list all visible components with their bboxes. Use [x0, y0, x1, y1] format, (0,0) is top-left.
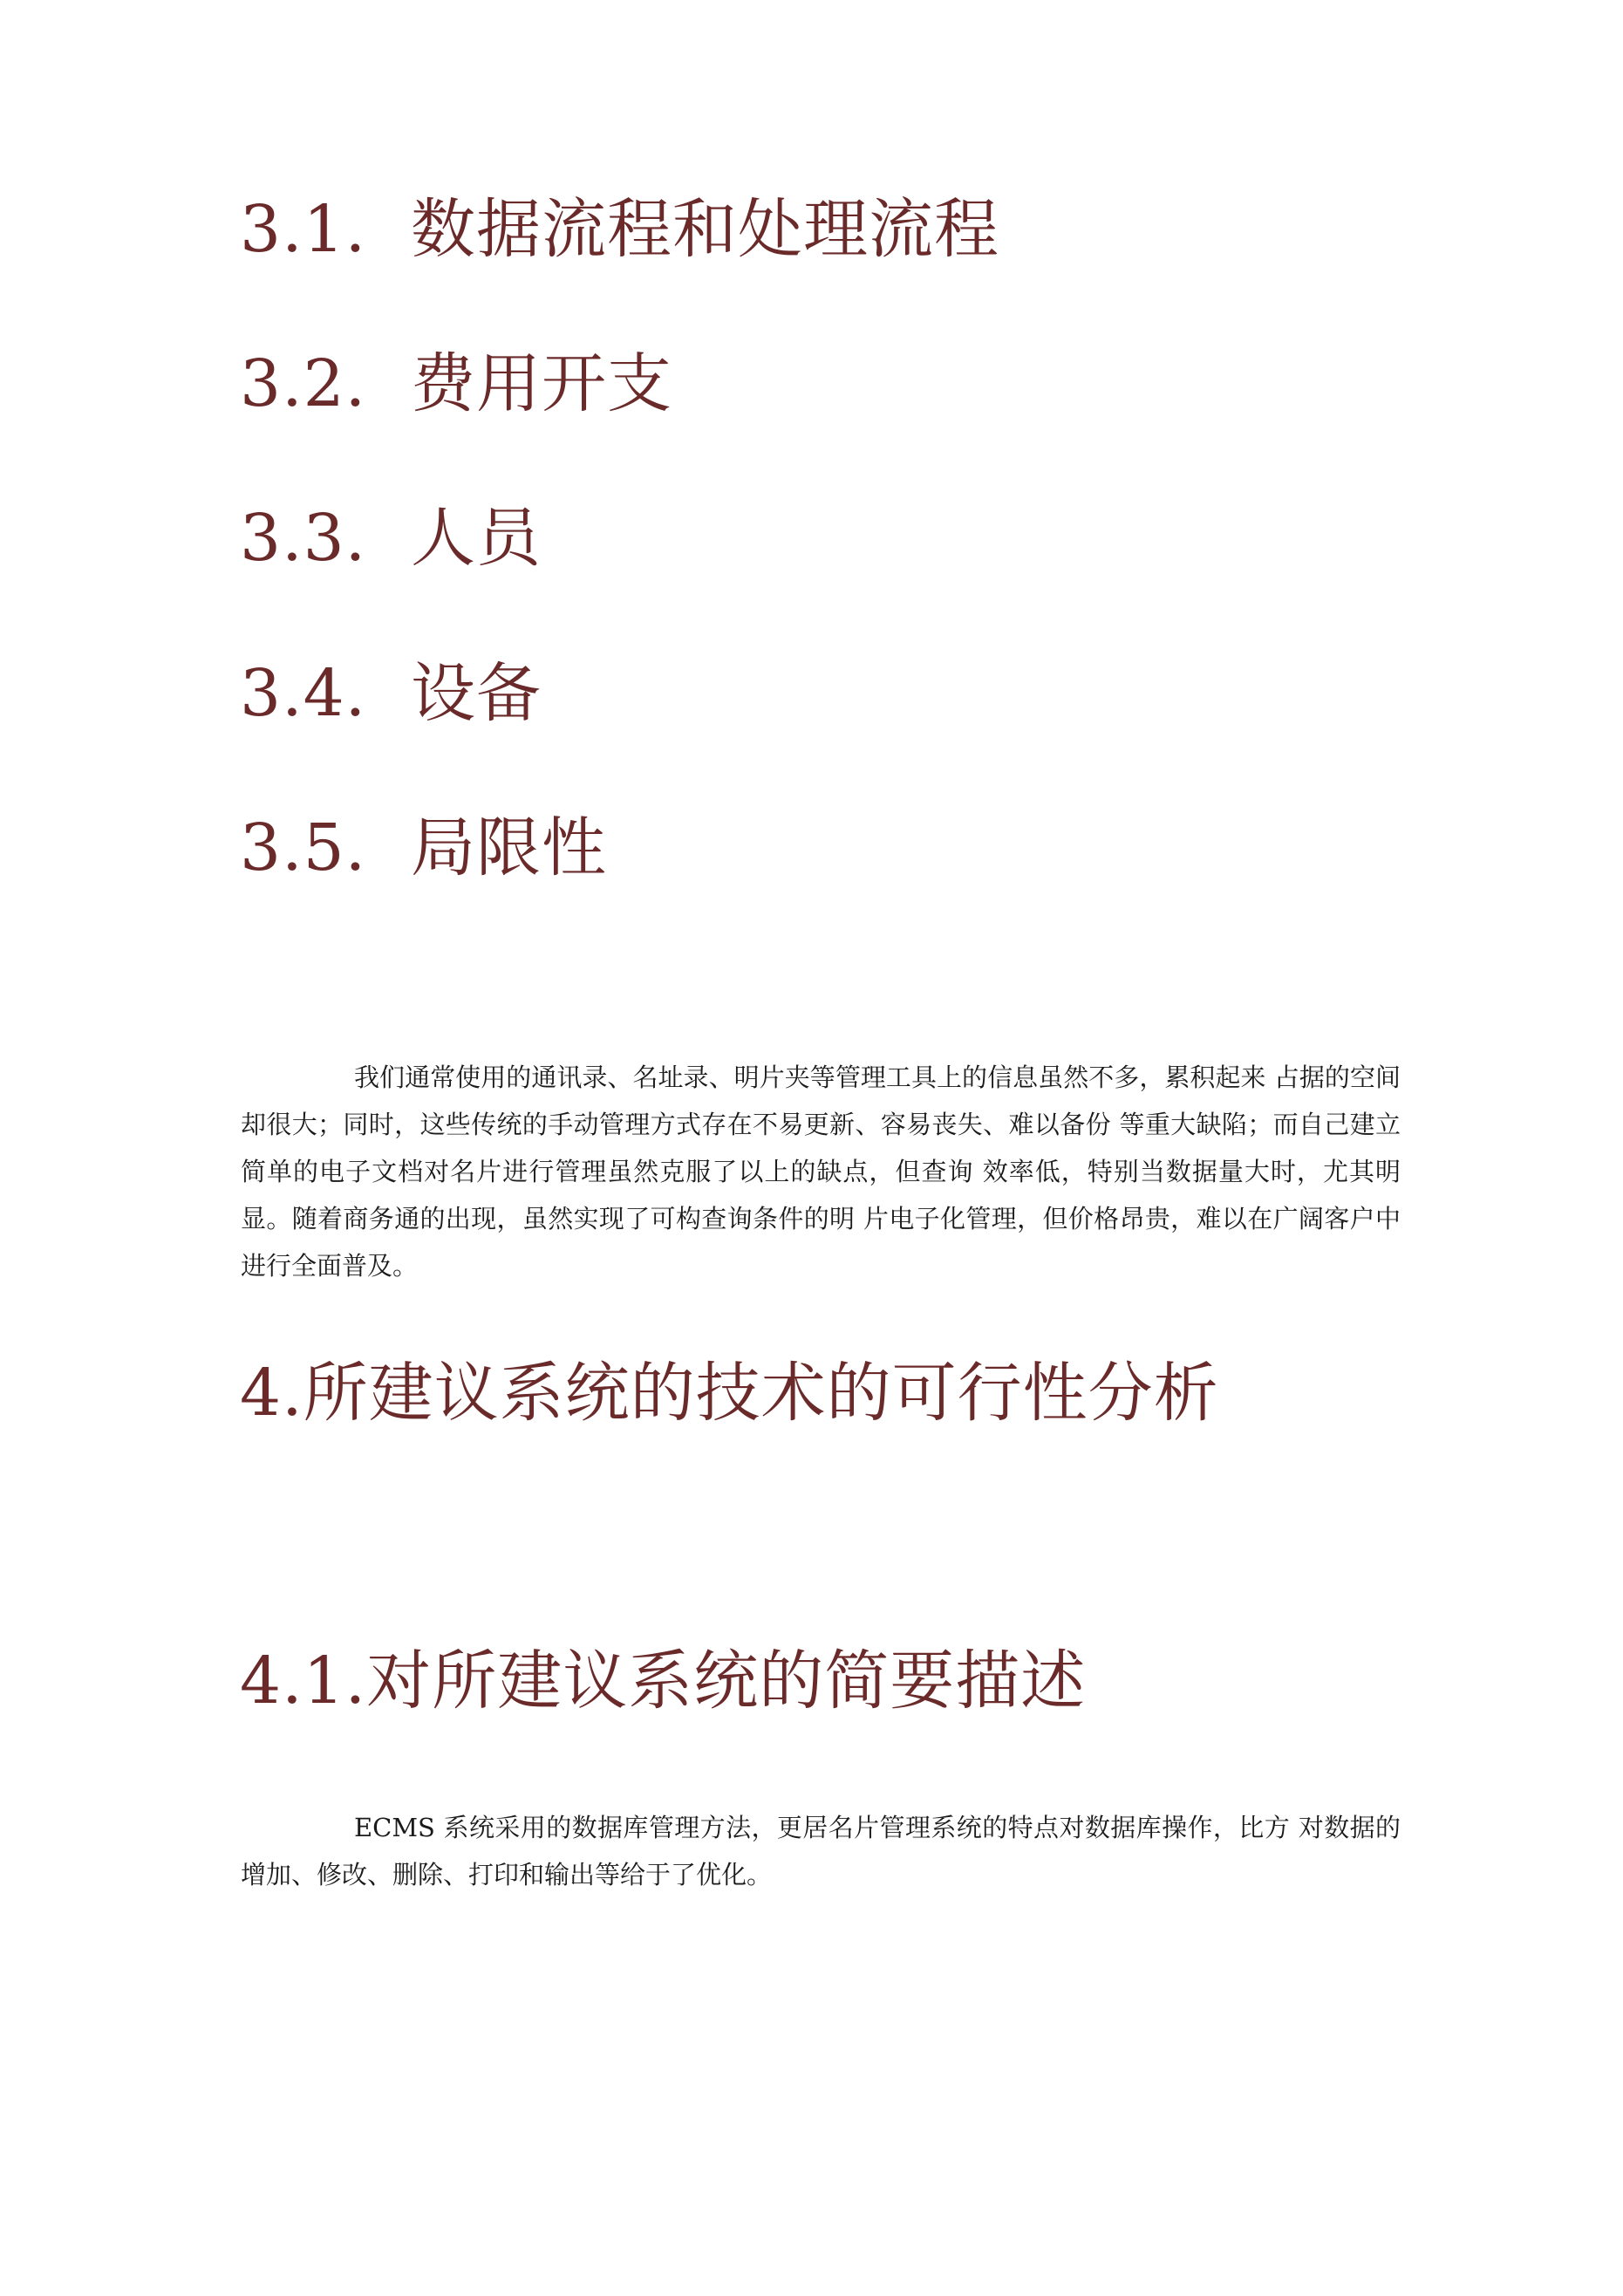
- heading-title: 设备: [411, 656, 542, 731]
- heading-3-3: [240, 501, 542, 576]
- heading-title: 人员: [411, 501, 542, 576]
- chapter-4-heading: 4.所建议系统的技术的可行性分析: [240, 1356, 1219, 1431]
- limitation-paragraph: 我们通常使用的通讯录、名址录、明片夹等管理工具上的信息虽然不多，累积起来 占据的空间却很大；同时，这些传统的手动管理方式存在不易更新、容易丧失、难以备份 等重大缺陷；而自己建立简单的电子文档对名片进行管理虽然克服了以上的缺点，但查询 效率低，特别当数据量大时，尤其明显。随着商务通的出现，虽然实现了可构查询条件的明 片电子化管理，但价格昂贵，难以在广阔客户中进行全面普及。: [241, 1063, 1401, 1281]
- heading-3-4: [240, 656, 542, 731]
- system-description-paragraph: ECMS 系统采用的数据库管理方法，更居名片管理系统的特点对数据库操作，比方 对数据的增加、修改、删除、打印和输出等给于了优化。: [241, 1813, 1401, 1889]
- heading-number: 3.2.: [240, 346, 367, 421]
- heading-title: 费用开支: [411, 346, 672, 421]
- heading-3-1: [240, 192, 999, 267]
- heading-4-1: 4.1.对所建议系统的简要描述: [240, 1643, 1087, 1719]
- heading-title: 局限性: [411, 810, 607, 885]
- heading-number: 3.5.: [240, 810, 367, 885]
- heading-number: 3.4.: [240, 656, 367, 731]
- heading-number: 3.1.: [240, 192, 367, 267]
- heading-title: 数据流程和处理流程: [411, 192, 999, 267]
- heading-number: 3.3.: [240, 501, 367, 576]
- heading-3-2: [240, 346, 672, 421]
- heading-3-5: [240, 810, 607, 885]
